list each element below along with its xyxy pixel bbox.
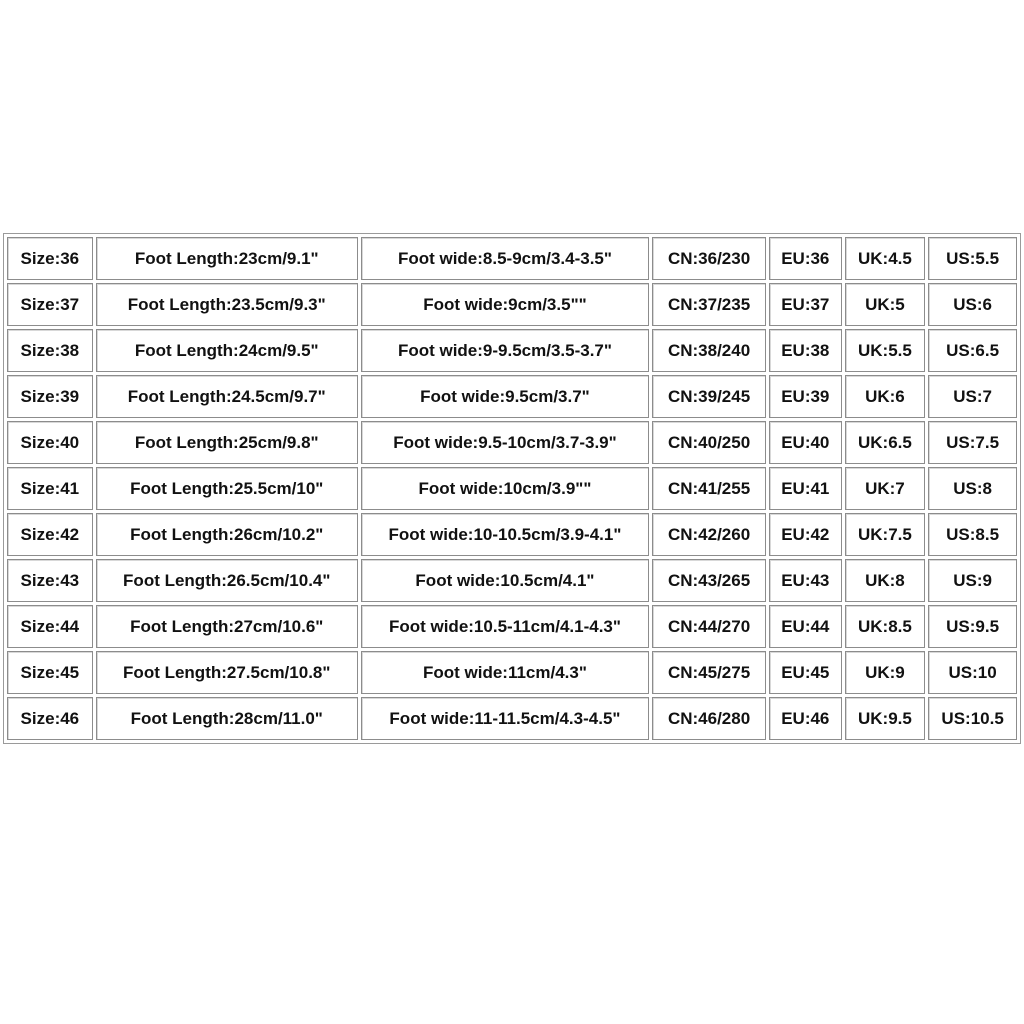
uk-size-cell: UK:5 — [845, 283, 926, 326]
foot-wide-cell: Foot wide:8.5-9cm/3.4-3.5" — [361, 237, 649, 280]
eu-size-cell: EU:43 — [769, 559, 842, 602]
us-size-cell: US:8.5 — [928, 513, 1017, 556]
size-cell: Size:36 — [7, 237, 93, 280]
eu-size-cell: EU:46 — [769, 697, 842, 740]
eu-size-cell: EU:44 — [769, 605, 842, 648]
table-row — [7, 697, 1017, 740]
cn-size-cell: CN:39/245 — [652, 375, 766, 418]
foot-wide-cell: Foot wide:9.5-10cm/3.7-3.9" — [361, 421, 649, 464]
cn-size-cell: CN:40/250 — [652, 421, 766, 464]
table-row — [7, 283, 1017, 326]
foot-wide-cell: Foot wide:9-9.5cm/3.5-3.7" — [361, 329, 649, 372]
foot-length-cell: Foot Length:27.5cm/10.8" — [96, 651, 358, 694]
eu-size-cell: EU:45 — [769, 651, 842, 694]
uk-size-cell: UK:9 — [845, 651, 926, 694]
us-size-cell: US:7.5 — [928, 421, 1017, 464]
table-row — [7, 559, 1017, 602]
foot-wide-cell: Foot wide:10.5-11cm/4.1-4.3" — [361, 605, 649, 648]
us-size-cell: US:9 — [928, 559, 1017, 602]
eu-size-cell: EU:41 — [769, 467, 842, 510]
cn-size-cell: CN:46/280 — [652, 697, 766, 740]
uk-size-cell: UK:8 — [845, 559, 926, 602]
us-size-cell: US:6 — [928, 283, 1017, 326]
foot-wide-cell: Foot wide:10cm/3.9"" — [361, 467, 649, 510]
uk-size-cell: UK:7.5 — [845, 513, 926, 556]
cn-size-cell: CN:37/235 — [652, 283, 766, 326]
uk-size-cell: UK:5.5 — [845, 329, 926, 372]
us-size-cell: US:8 — [928, 467, 1017, 510]
foot-wide-cell: Foot wide:10.5cm/4.1" — [361, 559, 649, 602]
us-size-cell: US:10.5 — [928, 697, 1017, 740]
table-row — [7, 651, 1017, 694]
foot-length-cell: Foot Length:25.5cm/10" — [96, 467, 358, 510]
uk-size-cell: UK:6.5 — [845, 421, 926, 464]
foot-wide-cell: Foot wide:9.5cm/3.7" — [361, 375, 649, 418]
uk-size-cell: UK:6 — [845, 375, 926, 418]
size-cell: Size:38 — [7, 329, 93, 372]
foot-length-cell: Foot Length:25cm/9.8" — [96, 421, 358, 464]
size-cell: Size:45 — [7, 651, 93, 694]
cn-size-cell: CN:43/265 — [652, 559, 766, 602]
cn-size-cell: CN:45/275 — [652, 651, 766, 694]
table-row — [7, 513, 1017, 556]
foot-length-cell: Foot Length:28cm/11.0" — [96, 697, 358, 740]
uk-size-cell: UK:9.5 — [845, 697, 926, 740]
foot-wide-cell: Foot wide:11-11.5cm/4.3-4.5" — [361, 697, 649, 740]
eu-size-cell: EU:39 — [769, 375, 842, 418]
eu-size-cell: EU:36 — [769, 237, 842, 280]
uk-size-cell: UK:7 — [845, 467, 926, 510]
uk-size-cell: UK:4.5 — [845, 237, 926, 280]
eu-size-cell: EU:40 — [769, 421, 842, 464]
us-size-cell: US:7 — [928, 375, 1017, 418]
size-cell: Size:39 — [7, 375, 93, 418]
us-size-cell: US:6.5 — [928, 329, 1017, 372]
foot-length-cell: Foot Length:24cm/9.5" — [96, 329, 358, 372]
cn-size-cell: CN:42/260 — [652, 513, 766, 556]
uk-size-cell: UK:8.5 — [845, 605, 926, 648]
table-row — [7, 467, 1017, 510]
foot-length-cell: Foot Length:23cm/9.1" — [96, 237, 358, 280]
size-cell: Size:40 — [7, 421, 93, 464]
us-size-cell: US:10 — [928, 651, 1017, 694]
size-chart-table — [3, 233, 1021, 744]
us-size-cell: US:9.5 — [928, 605, 1017, 648]
foot-wide-cell: Foot wide:10-10.5cm/3.9-4.1" — [361, 513, 649, 556]
cn-size-cell: CN:38/240 — [652, 329, 766, 372]
foot-length-cell: Foot Length:26cm/10.2" — [96, 513, 358, 556]
eu-size-cell: EU:38 — [769, 329, 842, 372]
foot-length-cell: Foot Length:26.5cm/10.4" — [96, 559, 358, 602]
foot-length-cell: Foot Length:27cm/10.6" — [96, 605, 358, 648]
eu-size-cell: EU:42 — [769, 513, 842, 556]
size-cell: Size:41 — [7, 467, 93, 510]
table-row — [7, 605, 1017, 648]
size-cell: Size:37 — [7, 283, 93, 326]
size-cell: Size:43 — [7, 559, 93, 602]
table-row — [7, 329, 1017, 372]
size-cell: Size:44 — [7, 605, 93, 648]
foot-length-cell: Foot Length:24.5cm/9.7" — [96, 375, 358, 418]
foot-wide-cell: Foot wide:9cm/3.5"" — [361, 283, 649, 326]
cn-size-cell: CN:36/230 — [652, 237, 766, 280]
foot-length-cell: Foot Length:23.5cm/9.3" — [96, 283, 358, 326]
table-row — [7, 237, 1017, 280]
cn-size-cell: CN:44/270 — [652, 605, 766, 648]
table-row — [7, 375, 1017, 418]
size-cell: Size:42 — [7, 513, 93, 556]
size-cell: Size:46 — [7, 697, 93, 740]
size-chart-body — [7, 237, 1017, 740]
table-row — [7, 421, 1017, 464]
eu-size-cell: EU:37 — [769, 283, 842, 326]
cn-size-cell: CN:41/255 — [652, 467, 766, 510]
foot-wide-cell: Foot wide:11cm/4.3" — [361, 651, 649, 694]
us-size-cell: US:5.5 — [928, 237, 1017, 280]
